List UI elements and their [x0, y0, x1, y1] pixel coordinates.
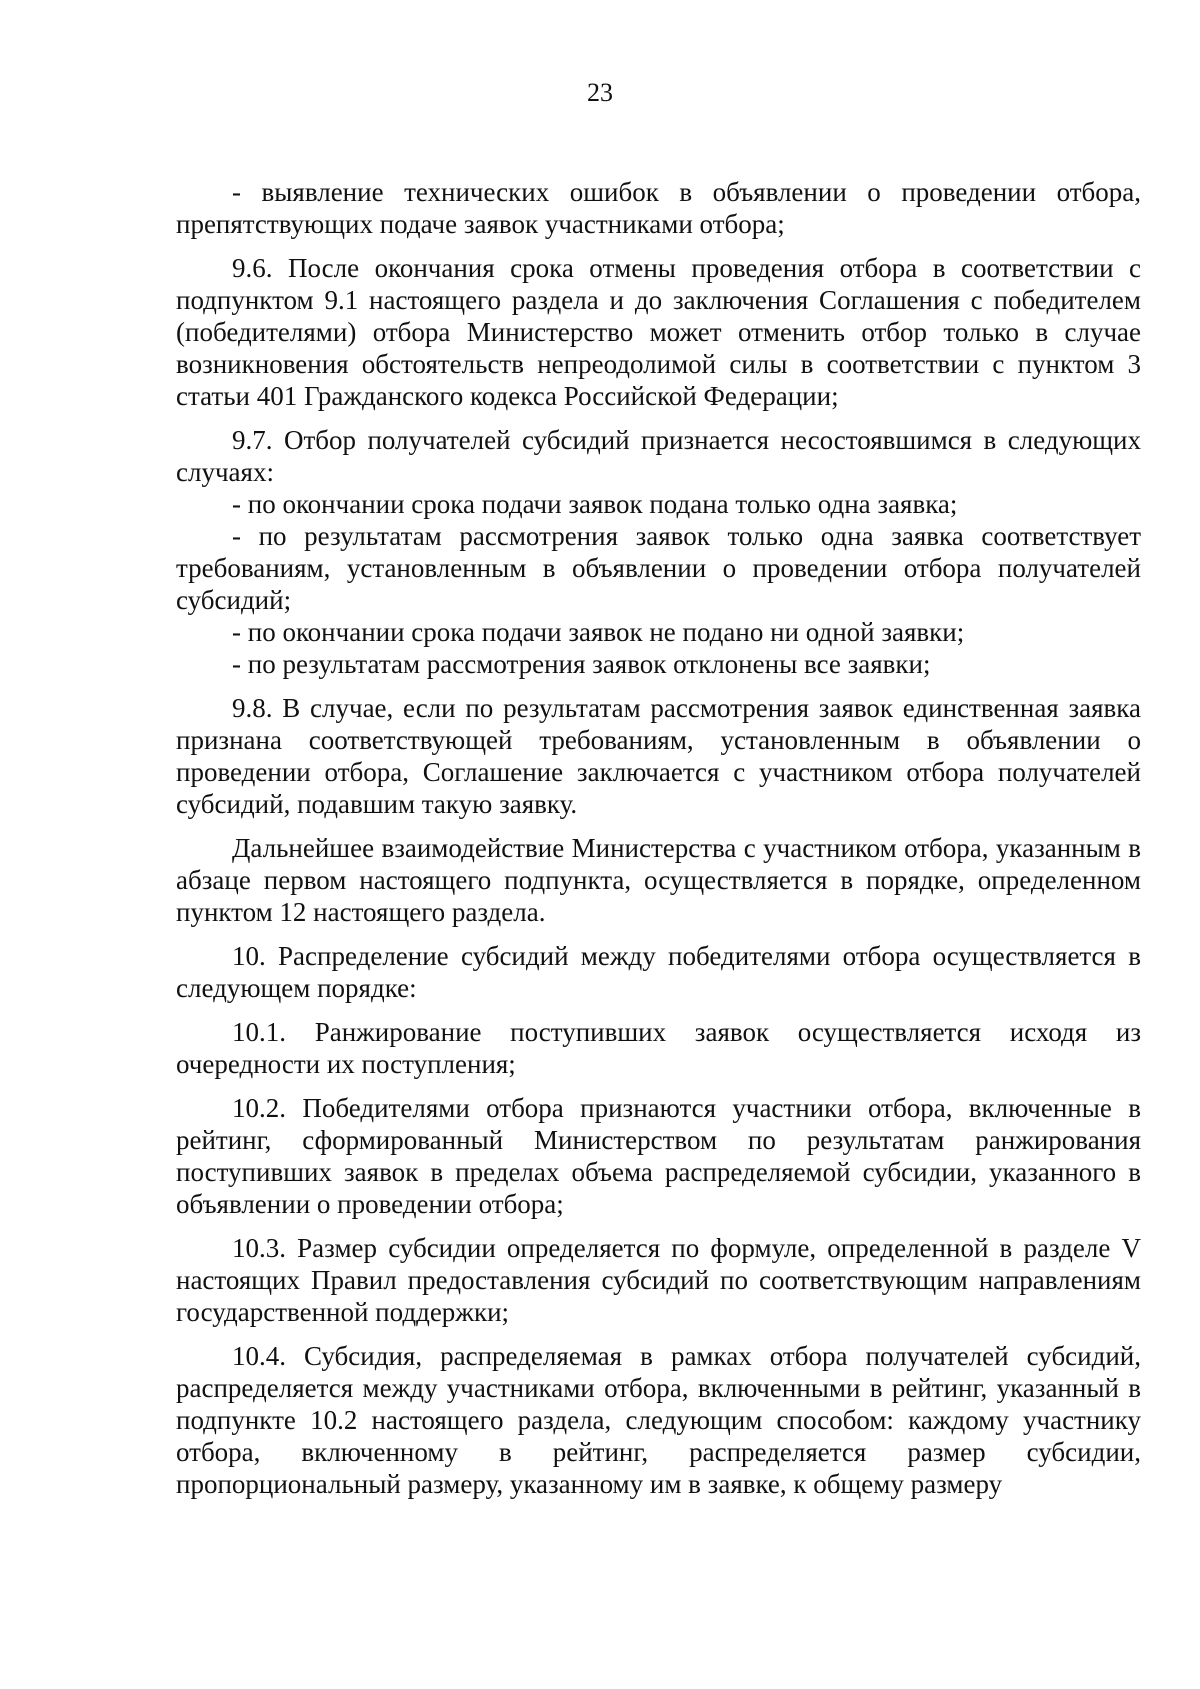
paragraph-technical-errors: - выявление технических ошибок в объявлении о проведении отбора, препятствующих подаче заявок участниками отбора;: [176, 177, 1141, 239]
list-item-all-rejected: - по результатам рассмотрения заявок отклонены все заявки;: [232, 649, 931, 679]
paragraph-9-7: 9.7. Отбор получателей субсидий признается несостоявшимся в следующих случаях:: [176, 425, 1141, 487]
paragraph-10-3: 10.3. Размер субсидии определяется по формуле, определенной в разделе V настоящих Правил предоставления субсидий по соответствующим направлениям государственной поддержки;: [176, 1233, 1141, 1327]
document-body: [176, 176, 1141, 1500]
paragraph-9-8: 9.8. В случае, если по результатам рассмотрения заявок единственная заявка признана соответствующей требованиям, установленным в объявлении о проведении отбора, Соглашение заключается с участником отбора получателей субсидий, подавшим такую заявку.: [176, 693, 1141, 819]
list-item-one-compliant: - по результатам рассмотрения заявок только одна заявка соответствует требованиям, установленным в объявлении о проведении отбора получателей субсидий;: [176, 521, 1141, 615]
paragraph-further-interaction: Дальнейшее взаимодействие Министерства с участником отбора, указанным в абзаце первом настоящего подпункта, осуществляется в порядке, определенном пунктом 12 настоящего раздела.: [176, 833, 1141, 927]
paragraph-10-4: 10.4. Субсидия, распределяемая в рамках отбора получателей субсидий, распределяется между участниками отбора, включенными в рейтинг, указанный в подпункте 10.2 настоящего раздела, следующим способом: каждому участнику отбора, включенному в рейтинг, распределяется размер субсидии, пропорциональный размеру, указанному им в заявке, к общему размеру: [176, 1341, 1141, 1499]
paragraph-9-6: 9.6. После окончания срока отмены проведения отбора в соответствии с подпунктом 9.1 настоящего раздела и до заключения Соглашения с победителем (победителями) отбора Министерство может отменить отбор только в случае возникновения обстоятельств непреодолимой силы в соответствии с пунктом 3 статьи 401 Гражданского кодекса Российской Федерации;: [176, 253, 1141, 411]
paragraph-10: 10. Распределение субсидий между победителями отбора осуществляется в следующем порядке:: [176, 941, 1141, 1003]
paragraph-10-2: 10.2. Победителями отбора признаются участники отбора, включенные в рейтинг, сформированный Министерством по результатам ранжирования поступивших заявок в пределах объема распределяемой субсидии, указанного в объявлении о проведении отбора;: [176, 1093, 1141, 1219]
paragraph-10-1: 10.1. Ранжирование поступивших заявок осуществляется исходя из очередности их поступления;: [176, 1017, 1141, 1079]
list-item-no-applications: - по окончании срока подачи заявок не подано ни одной заявки;: [232, 617, 965, 647]
page-number: 23: [587, 78, 613, 107]
list-item-one-application: - по окончании срока подачи заявок подана только одна заявка;: [232, 489, 958, 519]
